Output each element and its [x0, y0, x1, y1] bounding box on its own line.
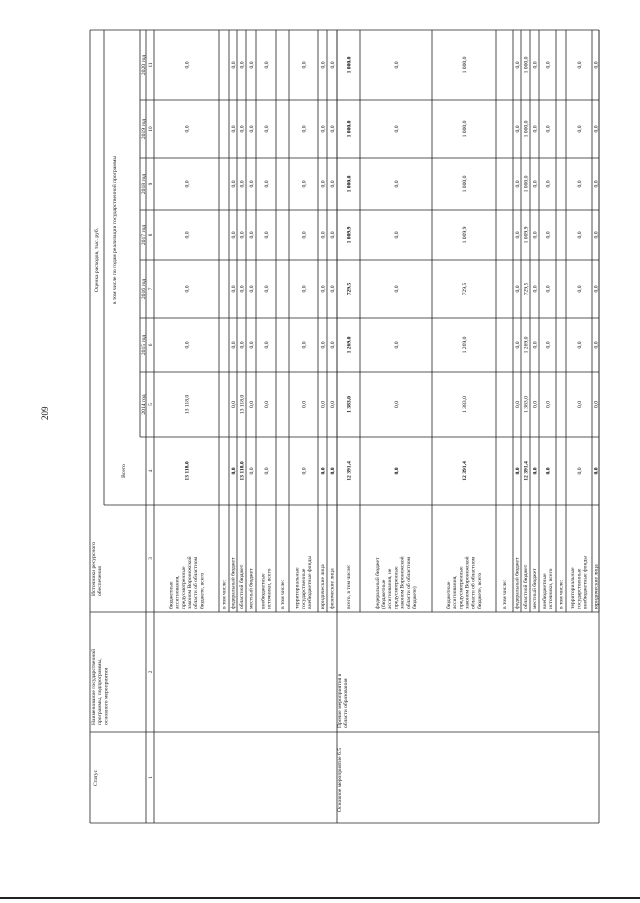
section1-value: 0,0	[231, 285, 237, 293]
section2-value: 0,0	[532, 61, 539, 69]
section2-value: 0,0	[593, 285, 600, 293]
section1-value: 0,0	[231, 125, 237, 133]
col-number: 11	[148, 62, 154, 68]
section2-value: 0,0	[577, 125, 583, 133]
section1-row-label: областной бюджет	[238, 564, 245, 609]
section1-value: 0,0	[301, 180, 308, 188]
section2-status: Основное мероприятие 6.5	[337, 748, 343, 812]
section2-value: 729,5	[523, 282, 530, 296]
section2-row-label: в том числе:	[501, 579, 508, 609]
section1-row-label: местный бюджет	[248, 568, 255, 609]
section2-value: 1 009,9	[462, 226, 468, 244]
section2-value: 0,0	[593, 467, 600, 475]
section1-value: 0,0	[231, 401, 237, 408]
section2-row-label: местный бюджет	[531, 568, 538, 609]
section2-value: 1 009,9	[346, 226, 353, 244]
section2-row-label: законом Воронежской	[399, 556, 406, 609]
section1-row-label: бюджете, всего	[199, 572, 206, 609]
section1-value: 0,0	[239, 341, 246, 349]
section2-row-label: федеральный бюджет	[374, 557, 381, 609]
section2-value: 1 000,0	[462, 175, 468, 193]
section2-value: 1 383,0	[462, 396, 468, 413]
section2-value: 0,0	[545, 401, 552, 408]
section1-value: 0,0	[184, 180, 191, 188]
section1-value: 0,0	[320, 180, 327, 188]
section1-value: 0,0	[264, 125, 270, 133]
section1-value: 0,0	[249, 467, 255, 475]
section1-value: 0,0	[264, 231, 270, 239]
section2-value: 0,0	[532, 285, 539, 293]
section2-value: 0,0	[515, 231, 521, 239]
section1-value: 0,0	[330, 125, 336, 133]
section1-row-label: законом Воронежской	[187, 556, 193, 609]
section2-row-label: ассигнования, не	[387, 568, 394, 609]
section2-value: 1 009,9	[523, 226, 530, 244]
header-source: обеспечения	[97, 566, 104, 596]
section1-row-label: в том числе:	[221, 579, 228, 609]
section2-value: 0,0	[532, 341, 539, 349]
section2-value: 1 269,0	[462, 336, 468, 354]
section2-value: 0,0	[532, 401, 539, 408]
col-number: 2	[148, 670, 154, 674]
header-year: 2018 год	[141, 173, 147, 195]
col-number: 1	[148, 776, 154, 779]
header-source: Источники ресурсного	[91, 541, 97, 596]
section2-row-label: в том числе:	[558, 579, 565, 609]
section2-value: 0,0	[515, 401, 521, 408]
section1-value: 0,0	[301, 231, 308, 239]
section1-value: 0,0	[231, 341, 237, 349]
section1-value: 0,0	[320, 467, 327, 475]
section2-value: 0,0	[577, 467, 583, 475]
section1-value: 0,0	[264, 401, 270, 408]
section1-value: 0,0	[330, 467, 336, 475]
section2-value: 729,5	[462, 282, 468, 296]
section1-row-label: внебюджетные	[260, 573, 267, 609]
section2-value: 1 000,0	[346, 175, 353, 193]
section2-value: 0,0	[394, 180, 400, 188]
section2-value: 0,0	[577, 180, 583, 188]
section2-value: 0,0	[593, 61, 600, 69]
section2-value: 0,0	[545, 341, 552, 349]
section1-value: 0,0	[301, 341, 308, 349]
section2-row-label: законом Воронежской	[464, 556, 471, 609]
col-number: 7	[148, 287, 154, 291]
section2-name: области образования	[343, 678, 350, 728]
header-name: Наименование государственной	[91, 648, 97, 725]
section1-value: 0,0	[239, 125, 246, 133]
col-number: 4	[148, 469, 154, 473]
section1-value: 0,0	[239, 231, 246, 239]
section2-value: 1 383,0	[346, 396, 353, 413]
section2-value: 0,0	[532, 125, 539, 133]
section1-value: 0,0	[320, 401, 327, 408]
section2-value: 0,0	[577, 341, 583, 349]
table-text	[90, 55, 600, 812]
section2-row-label: источники, всего	[548, 568, 554, 609]
section1-row-label: федеральный бюджет	[230, 557, 237, 609]
section1-value: 0,0	[184, 341, 191, 349]
section2-value: 0,0	[593, 180, 600, 188]
section2-value: 0,0	[394, 341, 400, 349]
section1-value: 13 118,0	[184, 461, 191, 481]
section2-value: 1 269,0	[346, 336, 353, 354]
section2-value: 0,0	[545, 231, 552, 239]
col-number: 5	[148, 403, 154, 406]
section2-row-label: бюджете, всего	[476, 572, 483, 609]
section1-row-label: бюджетные	[168, 581, 175, 609]
header-status: Статус	[93, 769, 99, 787]
section2-value: 729,5	[346, 282, 353, 296]
section1-value: 0,0	[249, 231, 255, 239]
section1-value: 0,0	[301, 467, 308, 475]
section1-value: 0,0	[301, 285, 308, 293]
section1-value: 0,0	[301, 401, 308, 408]
section2-value: 1 000,0	[523, 175, 530, 193]
header-by-years: в том числе по годам реализации государственной программы	[112, 155, 118, 305]
section2-value: 0,0	[577, 61, 583, 69]
section2-value: 0,0	[532, 180, 539, 188]
section1-value: 0,0	[249, 125, 255, 133]
section1-row-label: ассигнования,	[174, 575, 181, 609]
section1-value: 0,0	[264, 180, 270, 188]
section2-value: 12 391,4	[346, 461, 353, 481]
section1-value: 0,0	[184, 285, 191, 293]
section1-value: 0,0	[231, 61, 237, 69]
section2-value: 0,0	[545, 61, 552, 69]
section1-value: 0,0	[249, 180, 255, 188]
section2-row-label: бюджетные	[445, 581, 452, 609]
section2-value: 0,0	[515, 180, 521, 188]
section2-value: 0,0	[545, 467, 552, 475]
section1-row-label: области об областном	[193, 556, 200, 609]
header-year: 2014 год	[141, 394, 147, 415]
section2-value: 0,0	[577, 231, 583, 239]
section2-value: 0,0	[394, 401, 400, 408]
section2-value: 1 000,0	[462, 56, 468, 74]
section1-row-label: в том числе:	[279, 579, 286, 609]
section1-value: 0,0	[249, 61, 255, 69]
section2-value: 0,0	[532, 231, 539, 239]
section2-row-label: (бюджетные	[381, 579, 387, 609]
section1-value: 0,0	[301, 61, 308, 69]
section2-value: 0,0	[515, 61, 521, 69]
section2-row-label: территориальные	[570, 567, 577, 609]
section1-value: 13 118,0	[184, 394, 191, 415]
section1-value: 0,0	[239, 285, 246, 293]
header-year: 2020 год	[141, 54, 147, 76]
section1-value: 0,0	[249, 341, 255, 349]
section2-name: Прочие мероприятия в	[337, 673, 343, 728]
section1-value: 0,0	[231, 467, 237, 475]
section1-row-label: физические лица	[329, 568, 336, 609]
section2-value: 0,0	[515, 285, 521, 293]
section2-row-label: всего, в том числе:	[345, 564, 352, 609]
section1-value: 0,0	[264, 61, 270, 69]
section1-row-label: юридические лица	[319, 564, 326, 609]
section1-value: 0,0	[330, 61, 336, 69]
header-year: 2017 год	[141, 224, 147, 246]
section2-value: 12 391,4	[523, 461, 530, 481]
section1-value: 0,0	[330, 341, 336, 349]
section1-row-label: источники, всего	[266, 568, 273, 609]
section1-value: 13 118,0	[239, 461, 246, 481]
header-total: Всего	[121, 464, 127, 478]
section1-value: 0,0	[330, 180, 336, 188]
header-year: 2016 год	[141, 278, 147, 300]
section1-row-label: территориальные	[294, 567, 301, 609]
section1-row-label: внебюджетные фонды	[307, 555, 314, 609]
section2-value: 0,0	[515, 341, 521, 349]
section1-value: 0,0	[239, 61, 246, 69]
section2-value: 1 269,0	[523, 336, 530, 354]
section1-value: 0,0	[320, 231, 327, 239]
section2-value: 0,0	[593, 341, 600, 349]
section2-row-label: юридические лица	[593, 564, 600, 609]
section2-value: 1 000,0	[523, 120, 530, 138]
col-number: 6	[148, 343, 154, 347]
section1-value: 0,0	[320, 125, 327, 133]
section1-value: 0,0	[184, 231, 191, 239]
section1-value: 0,0	[231, 180, 237, 188]
section1-value: 0,0	[184, 125, 191, 133]
section2-value: 1 383,0	[523, 396, 530, 413]
section2-row-label: внебюджетные фонды	[582, 555, 589, 609]
section2-value: 1 000,0	[523, 56, 530, 74]
section2-value: 0,0	[532, 467, 539, 475]
section2-value: 0,0	[515, 125, 521, 133]
section1-value: 0,0	[320, 341, 327, 349]
header-year: 2015 год	[141, 334, 147, 356]
section2-row-label: предусмотренные	[393, 566, 400, 609]
section2-value: 1 000,0	[346, 120, 353, 138]
section2-value: 0,0	[577, 401, 583, 408]
page-bottom-border	[0, 897, 640, 899]
section2-value: 0,0	[545, 285, 552, 293]
section2-row-label: внебюджетные	[541, 573, 548, 609]
section2-value: 0,0	[577, 285, 583, 293]
section2-value: 0,0	[394, 231, 400, 239]
page-number: 209	[40, 406, 50, 420]
section1-value: 0,0	[264, 285, 270, 293]
section2-value: 0,0	[394, 467, 400, 475]
section2-value: 1 000,0	[462, 120, 468, 138]
section2-value: 12 391,4	[462, 461, 468, 481]
section2-value: 1 000,0	[346, 56, 353, 74]
section2-row-label: областной бюджет	[522, 564, 529, 609]
section2-row-label: предусмотренные	[458, 566, 465, 609]
header-name: программы, подпрограммы,	[97, 658, 104, 725]
section1-value: 0,0	[249, 285, 255, 293]
section2-row-label: области об областном	[405, 556, 412, 609]
section1-value: 0,0	[320, 61, 327, 69]
section1-value: 0,0	[330, 231, 336, 239]
col-number: 10	[148, 126, 154, 132]
section1-value: 0,0	[330, 401, 336, 408]
section1-value: 0,0	[301, 125, 308, 133]
section2-row-label: бюджете)	[412, 586, 418, 609]
col-number: 9	[148, 182, 154, 186]
section2-value: 0,0	[593, 401, 600, 408]
section1-value: 0,0	[320, 285, 327, 293]
section2-row-label: государственные	[576, 568, 583, 609]
section1-value: 0,0	[231, 231, 237, 239]
section1-value: 0,0	[184, 61, 191, 69]
section2-row-label: федеральный бюджет	[514, 557, 521, 609]
section2-value: 0,0	[394, 125, 400, 133]
col-number: 8	[148, 233, 154, 237]
section2-value: 0,0	[545, 125, 552, 133]
section1-value: 0,0	[330, 285, 336, 293]
section2-value: 0,0	[515, 467, 521, 475]
col-number: 3	[148, 557, 154, 560]
section2-value: 0,0	[593, 125, 600, 133]
section2-value: 0,0	[545, 180, 552, 188]
section2-row-label: ассигнования,	[452, 575, 459, 609]
section1-value: 0,0	[239, 180, 246, 188]
section2-value: 0,0	[394, 285, 400, 293]
section1-row-label: предусмотренные	[180, 566, 187, 609]
section1-value: 0,0	[264, 341, 270, 349]
header-estimate: Оценка расходов, тыс. руб.	[94, 227, 100, 293]
section2-row-label: области об областном	[470, 556, 477, 609]
section1-value: 0,0	[249, 401, 255, 408]
section1-value: 0,0	[264, 467, 270, 475]
section1-row-label: государственные	[300, 568, 307, 609]
section2-value: 0,0	[593, 231, 600, 239]
header-name: основного мероприятия	[103, 668, 110, 725]
section2-value: 0,0	[394, 61, 400, 69]
header-year: 2019 год	[141, 118, 147, 140]
section1-value: 13 118,0	[239, 394, 246, 415]
